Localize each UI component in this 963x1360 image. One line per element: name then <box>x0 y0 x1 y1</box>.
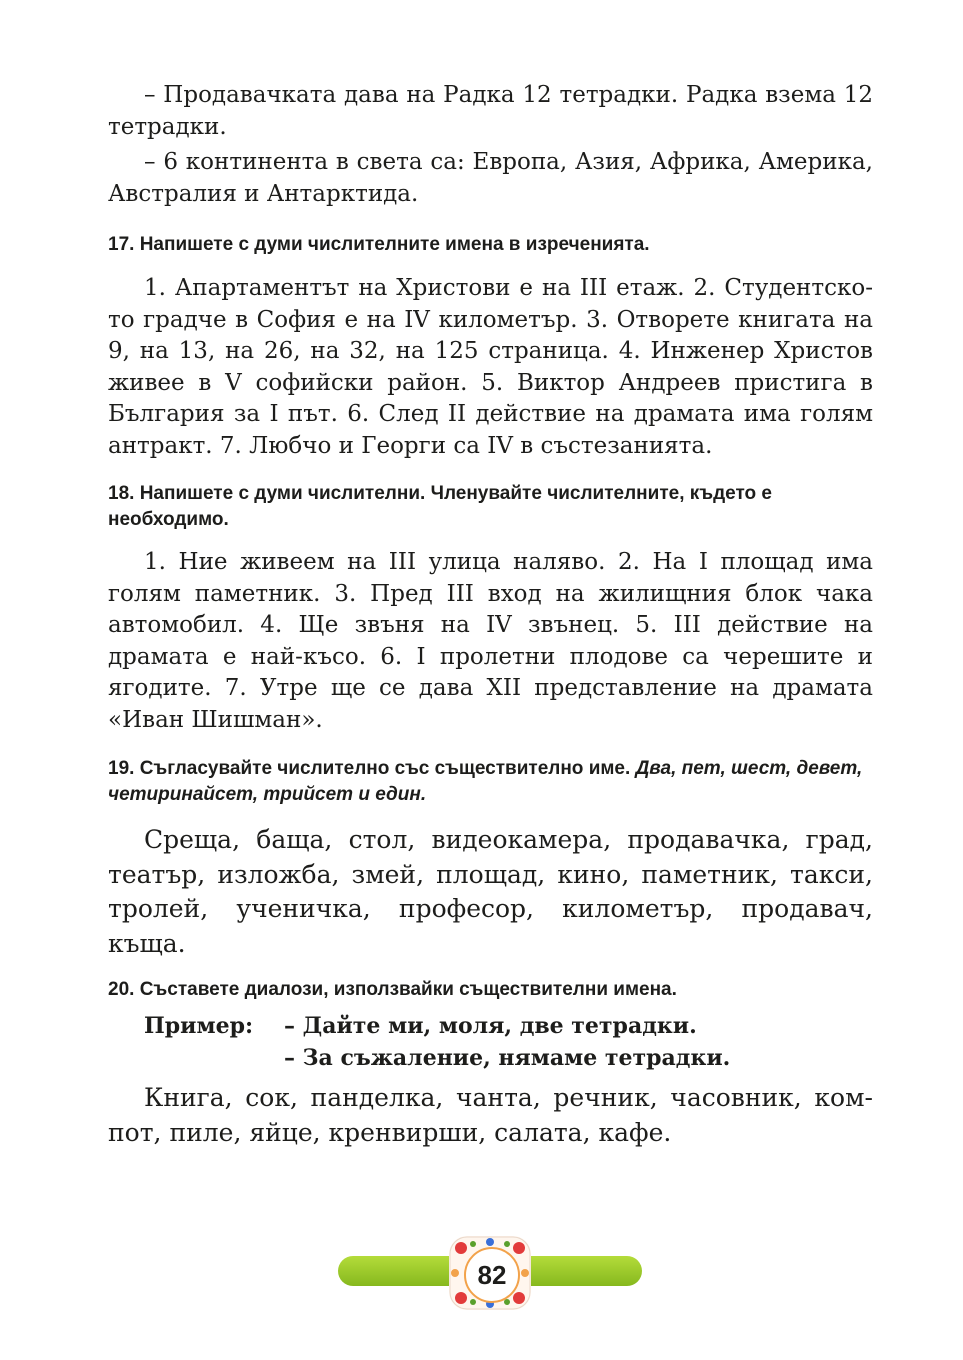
intro-line-1: – Продавачката дава на Радка 12 тетрадки. Радка взема 12 тетрадки. <box>108 82 873 140</box>
example-row-1 <box>144 1010 844 1042</box>
exercise-19-text: Среща, баща, стол, видеокамера, продавачка, град, театър, изложба, змей, площад, кино, паметник, такси, тролей, ученичка, професор, километър, продавач, къща. <box>108 825 873 958</box>
exercise-19-instruction: 19. Съгласувайте числително със съществително име. <box>108 758 631 779</box>
exercise-17-title: 17. Напишете с думи числителните имена в изреченията. <box>108 234 650 255</box>
page-footer <box>338 1232 642 1312</box>
page-number: 82 <box>464 1247 520 1303</box>
intro-line-2: – 6 континента в света са: Европа, Азия, Африка, Америка, Австралия и Антарктида. <box>108 149 873 207</box>
example-label: Пример: <box>144 1013 254 1039</box>
exercise-17-text: 1. Апартаментът на Христови е на III етаж. 2. Студентското градче в София е на IV километър. 3. Отворете книгата на 9, на 13, на 26, на 32, на 125 страница. 4. Инженер Христов живее в V софийски район. 5. Виктор Андреев пристига в България за I път. 6. След II действие на драмата има голям антракт. 7. Любчо и Георги са IV в състезанията. <box>108 275 873 459</box>
exercise-18-text: 1. Ние живеем на III улица наляво. 2. На I площад има голям паметник. 3. Пред III вход на жилищния блок чака автомобил. 4. Ще звъня на IV звънец. 5. III действие на драмата е най-късо. 6. I пролетни плодове са черешите и ягодите. 7. Утре ще се дава XII представление на драмата «Иван Шишман». <box>108 549 873 733</box>
exercise-18-title: 18. Напишете с думи числителни. Членувайте числителните, където е необходимо. <box>108 483 772 530</box>
exercise-19-title <box>108 756 873 808</box>
exercise-19-numerals: Два, пет, шест, девет, четиринайсет, трийсет и един. <box>108 758 863 805</box>
example-line-2: – За съжаление, нямаме тетрадки. <box>284 1045 731 1071</box>
exercise-20-text: Книга, сок, панделка, чанта, речник, часовник, компот, пиле, яйце, кренвирши, салата, кафе. <box>108 1083 873 1147</box>
example-line-1: – Дайте ми, моля, две тетрадки. <box>284 1013 697 1039</box>
exercise-20-title: 20. Съставете диалози, използвайки съществителни имена. <box>108 979 677 1000</box>
example-row-2 <box>144 1042 844 1074</box>
exercise-20-example <box>144 1010 844 1074</box>
